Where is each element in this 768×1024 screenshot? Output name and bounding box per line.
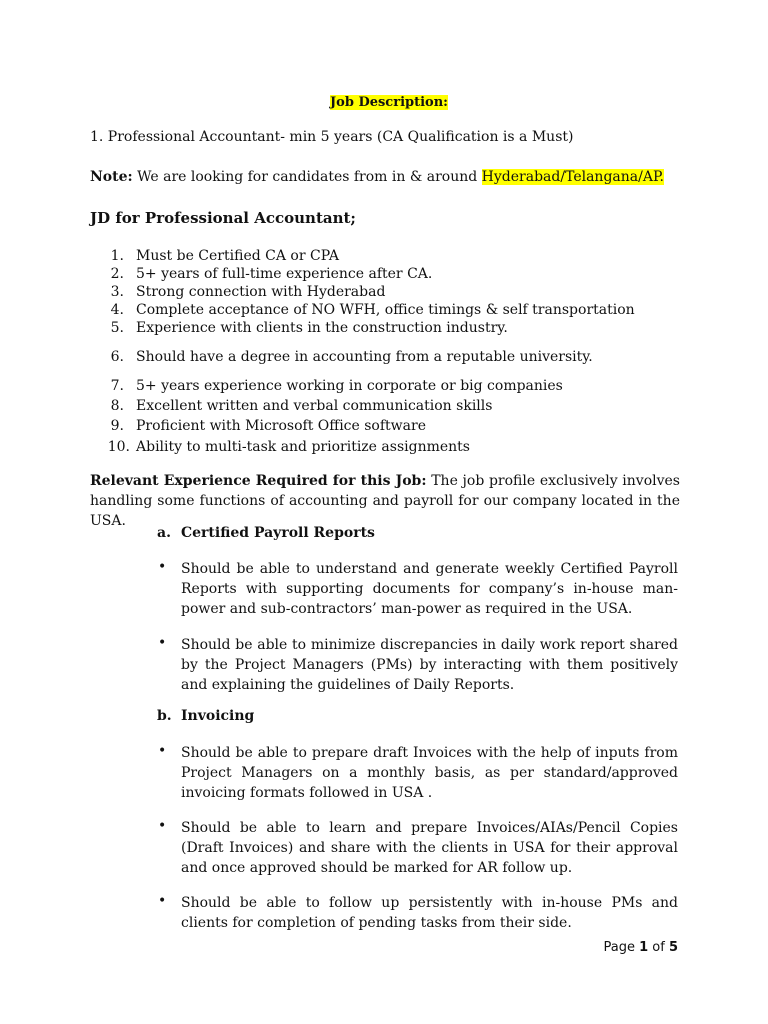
list-item-text: Proficient with Microsoft Office software xyxy=(136,418,426,434)
page-label: Page xyxy=(603,940,635,955)
relevant-experience-paragraph xyxy=(90,471,680,531)
list-item-text: Must be Certified CA or CPA xyxy=(136,248,339,264)
list-number: 8. xyxy=(110,398,124,414)
bullet-icon: • xyxy=(158,635,167,651)
note-location-highlight: Hyderabad/Telangana/AP. xyxy=(481,169,664,185)
list-item-text: Excellent written and verbal communication skills xyxy=(136,398,493,414)
jd-heading: JD for Professional Accountant; xyxy=(90,209,356,227)
list-item-text: Complete acceptance of NO WFH, office timings & self transportation xyxy=(136,302,635,318)
page-number-footer xyxy=(603,940,678,955)
list-item-text: Strong connection with Hyderabad xyxy=(136,284,386,300)
bullet-icon: • xyxy=(158,743,167,759)
bullet-item: Should be able to prepare draft Invoices with the help of inputs from Project Managers on a monthly basis, as per standard/approved invoicing formats followed in USA . xyxy=(181,745,678,801)
list-item-text: 5+ years of full-time experience after CA. xyxy=(136,266,433,282)
list-number: 6. xyxy=(110,349,124,365)
list-number: 7. xyxy=(110,378,124,394)
list-number: 2. xyxy=(110,266,124,282)
bullet-icon: • xyxy=(158,818,167,834)
page-title xyxy=(330,95,448,110)
list-item-text: 5+ years experience working in corporate or big companies xyxy=(136,378,563,394)
list-item-text: Experience with clients in the construction industry. xyxy=(136,320,508,336)
list-item-text: Ability to multi-task and prioritize assignments xyxy=(136,439,470,455)
list-number: 9. xyxy=(110,418,124,434)
title-highlight: Job Description: xyxy=(330,95,448,110)
list-number: 3. xyxy=(110,284,124,300)
bullet-item: Should be able to minimize discrepancies in daily work report shared by the Project Managers (PMs) by interacting with them positively and explaining the guidelines of Daily Reports. xyxy=(181,637,678,693)
bullet-item: Should be able to learn and prepare Invoices/AIAs/Pencil Copies (Draft Invoices) and share with the clients in USA for their approval and once approved should be marked for AR follow up. xyxy=(181,820,678,876)
current-page: 1 xyxy=(639,940,649,955)
section-a-title: Certified Payroll Reports xyxy=(181,525,375,541)
bullet-item: Should be able to understand and generate weekly Certified Payroll Reports with supporting documents for company’s in-house man-power and sub-contractors’ man-power as required in the USA. xyxy=(181,561,678,617)
section-a-letter: a. xyxy=(157,525,171,541)
page-of: of xyxy=(652,940,665,955)
relevant-label: Relevant Experience Required for this Job: xyxy=(90,473,427,489)
list-number: 5. xyxy=(110,320,124,336)
note-text: We are looking for candidates from in & around xyxy=(132,169,482,185)
section-b-letter: b. xyxy=(157,708,172,724)
list-number: 10. xyxy=(107,439,130,455)
list-item-text: Should have a degree in accounting from a reputable university. xyxy=(136,349,593,365)
bullet-icon: • xyxy=(158,893,167,909)
total-pages: 5 xyxy=(668,940,678,955)
note-label: Note: xyxy=(90,169,133,185)
position-line: 1. Professional Accountant- min 5 years (CA Qualification is a Must) xyxy=(90,129,574,145)
bullet-item: Should be able to follow up persistently with in-house PMs and clients for completion of pending tasks from their side. xyxy=(181,895,678,931)
section-b-title: Invoicing xyxy=(181,708,255,724)
note-line xyxy=(90,169,664,185)
list-number: 4. xyxy=(110,302,124,318)
list-number: 1. xyxy=(110,248,124,264)
relevant-text: The job profile exclusively involves handling some functions of accounting and payroll for our company located in the USA. xyxy=(90,473,680,529)
bullet-icon: • xyxy=(158,559,167,575)
